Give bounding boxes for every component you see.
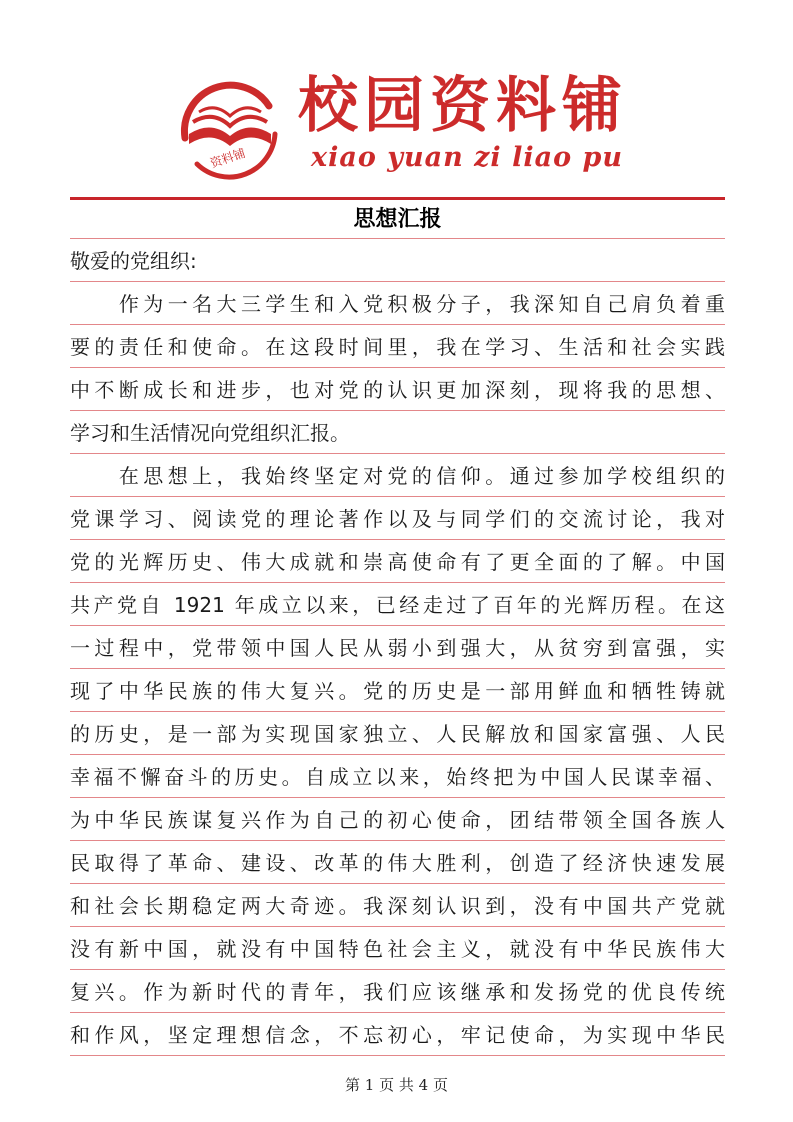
text-line: 要的责任和使命。在这段时间里，我在学习、生活和社会实践 bbox=[70, 335, 725, 359]
brand-name: 校园资料铺 bbox=[298, 71, 628, 141]
text-line: 敬爱的党组织: bbox=[70, 249, 197, 273]
text-line: 民取得了革命、建设、改革的伟大胜利，创造了经济快速发展 bbox=[70, 851, 725, 875]
brand-pinyin: xiao yuan zi liao pu bbox=[311, 142, 624, 173]
text-line: 的历史，是一部为实现国家独立、人民解放和国家富强、人民 bbox=[70, 722, 725, 746]
text-line: 党的光辉历史、伟大成就和崇高使命有了更全面的了解。中国 bbox=[70, 550, 725, 574]
text-line: 一过程中，党带领中国人民从弱小到强大，从贫穷到富强，实 bbox=[70, 636, 725, 660]
text-line: 在思想上，我始终坚定对党的信仰。通过参加学校组织的 bbox=[70, 464, 725, 488]
svg-text:资料铺: 资料铺 bbox=[208, 145, 248, 171]
book-logo-icon bbox=[175, 76, 285, 182]
text-line: 中不断成长和进步，也对党的认识更加深刻，现将我的思想、 bbox=[70, 378, 725, 402]
text-line: 现了中华民族的伟大复兴。党的历史是一部用鲜血和牺牲铸就 bbox=[70, 679, 725, 703]
text-line: 复兴。作为新时代的青年，我们应该继承和发扬党的优良传统 bbox=[70, 980, 725, 1004]
text-line: 和作风，坚定理想信念，不忘初心，牢记使命，为实现中华民 bbox=[70, 1023, 725, 1047]
text-line: 作为一名大三学生和入党积极分子，我深知自己肩负着重 bbox=[70, 292, 725, 316]
lined-document bbox=[70, 197, 725, 1059]
text-line: 学习和生活情况向党组织汇报。 bbox=[70, 421, 350, 445]
document-title: 思想汇报 bbox=[353, 207, 442, 232]
text-line: 为中华民族谋复兴作为自己的初心使命，团结带领全国各族人 bbox=[70, 808, 725, 832]
page-number: 第 1 页 共 4 页 bbox=[345, 1076, 448, 1094]
text-line: 共产党自 1921 年成立以来，已经走过了百年的光辉历程。在这 bbox=[70, 593, 725, 617]
text-line: 和社会长期稳定两大奇迹。我深刻认识到，没有中国共产党就 bbox=[70, 894, 725, 918]
text-line: 没有新中国，就没有中国特色社会主义，就没有中华民族伟大 bbox=[70, 937, 725, 961]
text-line: 党课学习、阅读党的理论著作以及与同学们的交流讨论，我对 bbox=[70, 507, 725, 531]
text-line: 幸福不懈奋斗的历史。自成立以来，始终把为中国人民谋幸福、 bbox=[70, 765, 725, 789]
header-logo bbox=[0, 0, 793, 190]
